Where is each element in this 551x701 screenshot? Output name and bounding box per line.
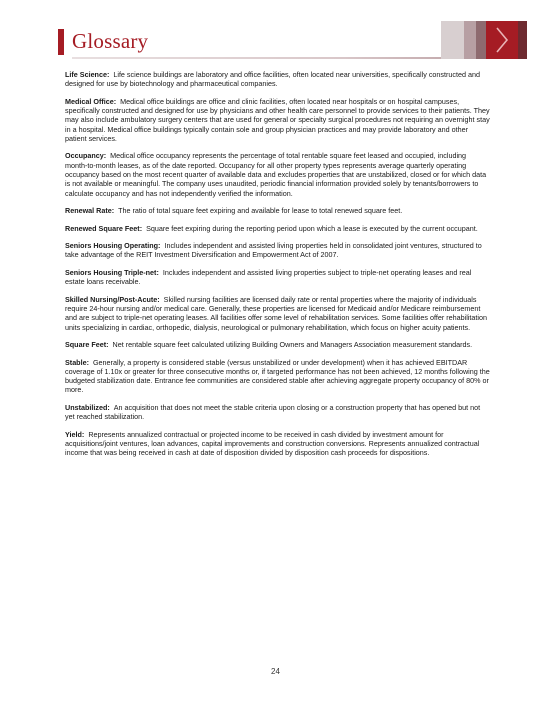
glossary-term: Square Feet:: [65, 340, 109, 350]
header-decoration-block: [518, 21, 527, 59]
page-header: [0, 0, 551, 68]
glossary-entry: [65, 340, 490, 349]
glossary-entry: [65, 224, 490, 233]
glossary-term: Seniors Housing Triple-net:: [65, 267, 159, 277]
glossary-entry: [65, 206, 490, 215]
glossary-definition: The ratio of total square feet expiring and available for lease to total renewed square feet.: [118, 206, 403, 216]
glossary-term: Medical Office:: [65, 96, 117, 106]
glossary-definition: Square feet expiring during the reporting period upon which a lease is executed by the current occupant.: [146, 223, 478, 233]
glossary-entry: [65, 295, 490, 332]
glossary-definition: Includes independent and assisted living properties held in consolidated joint ventures, structured to take advantage of the REIT Investment Diversification and Empowerment Act of 2007.: [65, 241, 482, 260]
glossary-term: Renewed Square Feet:: [65, 223, 143, 233]
glossary-term: Stable:: [65, 357, 89, 367]
glossary-definition: Includes independent and assisted living properties subject to triple-net operating leases and real estate loans receivable.: [65, 267, 472, 287]
glossary-definition: Represents annualized contractual or projected income to be received in cash divided by investment amount for acquisitions/joint ventures, loan advances, capital improvements and construction conversions. Represents annualized contractual income that was being received in cash at date of disposition divided by disposition cash proceeds for dispositions.: [65, 429, 480, 458]
glossary-definition: Life science buildings are laboratory and office facilities, often located near universities, specifically constructed and designed for use by biotechnology and pharmaceutical companies.: [65, 70, 480, 89]
glossary-definition: An acquisition that does not meet the stable criteria upon closing or a construction property that has opened but not yet reached stabilization.: [65, 402, 481, 422]
glossary-term: Unstabilized:: [65, 402, 110, 412]
header-decoration-block: [464, 21, 476, 59]
glossary-term: Renewal Rate:: [65, 206, 115, 216]
glossary-entry: [65, 70, 490, 89]
glossary-term: Life Science:: [65, 70, 110, 79]
glossary-definition: Net rentable square feet calculated utilizing Building Owners and Managers Association measurement standards.: [112, 340, 473, 350]
glossary-term: Yield:: [65, 429, 85, 439]
chevron-right-icon: [492, 24, 512, 56]
glossary-entry: [65, 241, 490, 260]
glossary-entry: [65, 358, 490, 395]
page-title: Glossary: [72, 29, 149, 53]
glossary-term: Occupancy:: [65, 151, 107, 161]
glossary-term: Seniors Housing Operating:: [65, 241, 161, 251]
title-accent-bar: [58, 29, 64, 55]
glossary-definition: Medical office occupancy represents the percentage of total rentable square feet leased and occupied, including month-to-month leases, as of the date reported. Occupancy for all other property types represents average quarterly operating occupancy based on the most recent quarter of available data and excludes properties that are unstabilized, closed or for which data is not available or meaningful. The company uses unaudited, periodic financial information provided solely by tenants/borrowers to calculate occupancy and has not independently verified the information.: [65, 151, 487, 198]
glossary-definition: Medical office buildings are office and clinic facilities, often located near hospitals or on hospital campuses, specifically constructed and designed for use by physicians and other health care personnel to provide services to their patients. They may also include ambulatory surgery centers that are used for general or specialty surgical procedures not requiring an overnight stay in a hospital. Medical office buildings typically contain sole and group physician practices and may provide laboratory and other patient services.: [65, 96, 490, 143]
glossary-entry: [65, 97, 490, 143]
glossary-entry: [65, 430, 490, 458]
header-decoration-block: [476, 21, 486, 59]
page-number: 24: [271, 667, 280, 676]
glossary-entry: [65, 268, 490, 287]
glossary-list: [65, 70, 490, 466]
header-decoration-block: [441, 21, 464, 59]
glossary-entry: [65, 403, 490, 422]
glossary-entry: [65, 151, 490, 197]
glossary-term: Skilled Nursing/Post-Acute:: [65, 294, 160, 304]
glossary-definition: Skilled nursing facilities are licensed daily rate or rental properties where the majority of individuals require 24-hour nursing and/or medical care. Generally, these properties are licensed for Medicaid and/or Medicare reimbursement and are subject to triple-net operating leases. All facilities offer some level of rehabilitation services. Some facilities offer rehabilitation units specializing in cardiac, orthopedic, dialysis, neurological or pulmonary rehabilitation, which focus on higher acuity patients.: [65, 294, 488, 332]
glossary-definition: Generally, a property is considered stable (versus unstabilized or under development) when it has achieved EBITDAR coverage of 1.10x or greater for three consecutive months or, if targeted performance has not been achieved, 12 months following the budgeted stabilization date. Entrance fee communities are considered stable after achieving aggregate property occupancy of 80% or more.: [65, 357, 490, 395]
